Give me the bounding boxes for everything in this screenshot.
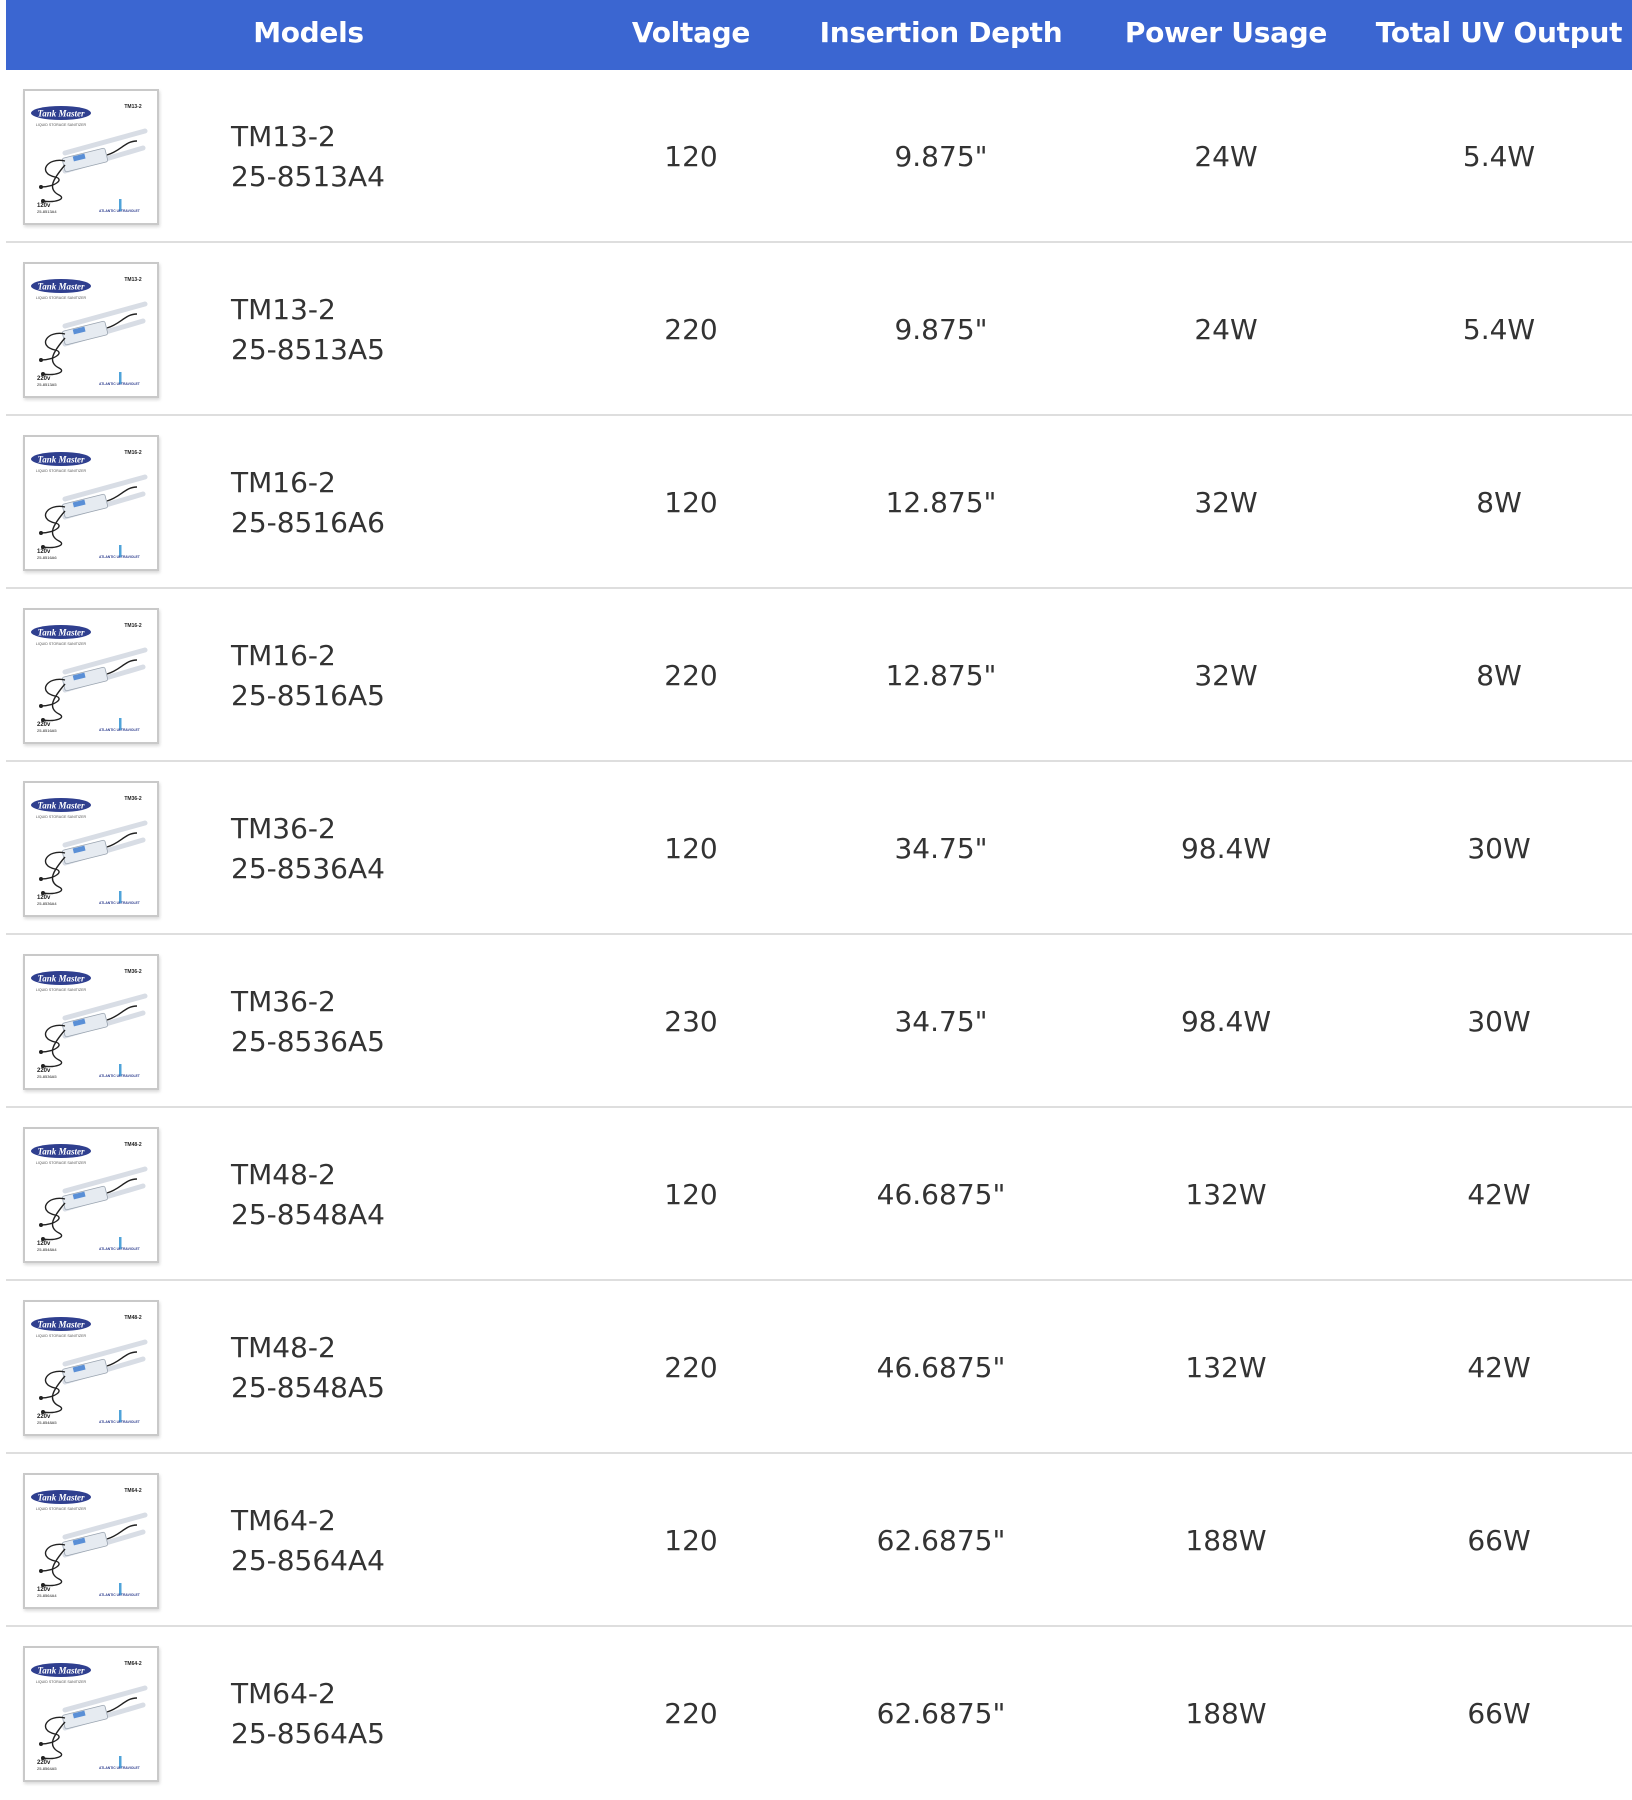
svg-text:ATLANTIC ULTRAVIOLET: ATLANTIC ULTRAVIOLET bbox=[99, 554, 140, 559]
svg-text:Tank Master: Tank Master bbox=[37, 1665, 85, 1675]
model-cell bbox=[231, 935, 471, 1108]
product-thumbnail[interactable] bbox=[23, 1646, 159, 1782]
svg-text:TM48-2: TM48-2 bbox=[124, 1314, 142, 1321]
product-thumbnail[interactable] bbox=[23, 608, 159, 744]
product-thumbnail[interactable] bbox=[23, 435, 159, 571]
power-usage-cell: 188W bbox=[1185, 1524, 1267, 1557]
power-usage-cell: 188W bbox=[1185, 1697, 1267, 1730]
model-cell bbox=[231, 1108, 471, 1281]
power-usage-cell: 24W bbox=[1194, 313, 1258, 346]
header-total-uv-output: Total UV Output bbox=[1375, 16, 1623, 49]
svg-text:220v: 220v bbox=[37, 375, 51, 382]
insertion-depth-cell: 46.6875" bbox=[876, 1178, 1006, 1211]
svg-text:Tank Master: Tank Master bbox=[37, 281, 85, 291]
product-thumbnail-cell bbox=[6, 1454, 176, 1627]
svg-text:LIQUID STORAGE SANITIZER: LIQUID STORAGE SANITIZER bbox=[35, 122, 87, 127]
total-uv-output-cell: 8W bbox=[1476, 486, 1522, 519]
product-thumbnail[interactable] bbox=[23, 1473, 159, 1609]
model-cell bbox=[231, 70, 471, 243]
table-row bbox=[6, 1108, 1632, 1281]
model-name: TM36-2 bbox=[231, 811, 336, 845]
header-power-usage: Power Usage bbox=[1124, 16, 1328, 49]
insertion-depth-cell: 34.75" bbox=[894, 832, 988, 865]
svg-text:Tank Master: Tank Master bbox=[37, 454, 85, 464]
svg-text:Tank Master: Tank Master bbox=[37, 1492, 85, 1502]
power-usage-cell: 132W bbox=[1185, 1351, 1267, 1384]
svg-text:Tank Master: Tank Master bbox=[37, 627, 85, 637]
svg-text:120v: 120v bbox=[37, 202, 51, 209]
model-name: TM16-2 bbox=[231, 638, 336, 672]
voltage-cell: 120 bbox=[664, 832, 718, 865]
part-number: 25-8548A4 bbox=[231, 1197, 385, 1231]
svg-text:LIQUID STORAGE SANITIZER: LIQUID STORAGE SANITIZER bbox=[35, 1333, 87, 1338]
part-number: 25-8564A5 bbox=[231, 1716, 385, 1750]
insertion-depth-cell: 12.875" bbox=[885, 659, 997, 692]
svg-text:25-8564A5: 25-8564A5 bbox=[37, 1765, 57, 1771]
svg-text:25-8516A6: 25-8516A6 bbox=[37, 554, 57, 560]
product-thumbnail-cell bbox=[6, 935, 176, 1108]
insertion-depth-cell: 34.75" bbox=[894, 1005, 988, 1038]
svg-text:220v: 220v bbox=[37, 1413, 51, 1420]
svg-text:Tank Master: Tank Master bbox=[37, 1319, 85, 1329]
svg-text:25-8548A4: 25-8548A4 bbox=[37, 1246, 57, 1252]
svg-text:TM13-2: TM13-2 bbox=[124, 276, 142, 283]
power-usage-cell: 98.4W bbox=[1180, 832, 1272, 865]
insertion-depth-cell: 62.6875" bbox=[876, 1697, 1006, 1730]
voltage-cell: 230 bbox=[664, 1005, 718, 1038]
product-thumbnail[interactable] bbox=[23, 781, 159, 917]
svg-text:ATLANTIC ULTRAVIOLET: ATLANTIC ULTRAVIOLET bbox=[99, 1246, 140, 1251]
voltage-cell: 220 bbox=[664, 1351, 718, 1384]
product-image bbox=[25, 1302, 157, 1434]
svg-text:25-8516A5: 25-8516A5 bbox=[37, 727, 57, 733]
table-header bbox=[6, 0, 1632, 70]
part-number: 25-8536A5 bbox=[231, 1024, 385, 1058]
svg-text:TM36-2: TM36-2 bbox=[124, 795, 142, 802]
model-cell bbox=[231, 1627, 471, 1800]
product-thumbnail[interactable] bbox=[23, 1127, 159, 1263]
svg-text:25-8513A4: 25-8513A4 bbox=[37, 208, 57, 214]
product-image bbox=[25, 610, 157, 742]
product-thumbnail[interactable] bbox=[23, 1300, 159, 1436]
power-usage-cell: 32W bbox=[1194, 486, 1258, 519]
svg-text:120v: 120v bbox=[37, 1586, 51, 1593]
product-image bbox=[25, 956, 157, 1088]
svg-text:LIQUID STORAGE SANITIZER: LIQUID STORAGE SANITIZER bbox=[35, 1679, 87, 1684]
power-usage-cell: 98.4W bbox=[1180, 1005, 1272, 1038]
product-spec-table bbox=[6, 0, 1632, 1800]
part-number: 25-8513A5 bbox=[231, 332, 385, 366]
svg-text:ATLANTIC ULTRAVIOLET: ATLANTIC ULTRAVIOLET bbox=[99, 208, 140, 213]
svg-text:ATLANTIC ULTRAVIOLET: ATLANTIC ULTRAVIOLET bbox=[99, 1073, 140, 1078]
total-uv-output-cell: 5.4W bbox=[1462, 313, 1536, 346]
table-row bbox=[6, 589, 1632, 762]
svg-text:ATLANTIC ULTRAVIOLET: ATLANTIC ULTRAVIOLET bbox=[99, 1419, 140, 1424]
total-uv-output-cell: 66W bbox=[1467, 1524, 1531, 1557]
model-cell bbox=[231, 1281, 471, 1454]
model-name: TM13-2 bbox=[231, 119, 336, 153]
insertion-depth-cell: 12.875" bbox=[885, 486, 997, 519]
power-usage-cell: 24W bbox=[1194, 140, 1258, 173]
product-thumbnail-cell bbox=[6, 1627, 176, 1800]
part-number: 25-8536A4 bbox=[231, 851, 385, 885]
voltage-cell: 120 bbox=[664, 1178, 718, 1211]
product-thumbnail-cell bbox=[6, 70, 176, 243]
model-cell bbox=[231, 1454, 471, 1627]
voltage-cell: 120 bbox=[664, 1524, 718, 1557]
svg-text:TM64-2: TM64-2 bbox=[124, 1487, 142, 1494]
model-name: TM48-2 bbox=[231, 1330, 336, 1364]
model-cell bbox=[231, 589, 471, 762]
part-number: 25-8516A5 bbox=[231, 678, 385, 712]
total-uv-output-cell: 8W bbox=[1476, 659, 1522, 692]
svg-text:25-8536A4: 25-8536A4 bbox=[37, 900, 57, 906]
table-row bbox=[6, 935, 1632, 1108]
model-name: TM64-2 bbox=[231, 1503, 336, 1537]
part-number: 25-8516A6 bbox=[231, 505, 385, 539]
total-uv-output-cell: 30W bbox=[1467, 832, 1531, 865]
svg-text:25-8536A5: 25-8536A5 bbox=[37, 1073, 57, 1079]
svg-text:25-8548A5: 25-8548A5 bbox=[37, 1419, 57, 1425]
svg-text:TM48-2: TM48-2 bbox=[124, 1141, 142, 1148]
product-thumbnail[interactable] bbox=[23, 262, 159, 398]
part-number: 25-8513A4 bbox=[231, 159, 385, 193]
insertion-depth-cell: 46.6875" bbox=[876, 1351, 1006, 1384]
insertion-depth-cell: 9.875" bbox=[894, 140, 988, 173]
svg-text:ATLANTIC ULTRAVIOLET: ATLANTIC ULTRAVIOLET bbox=[99, 1592, 140, 1597]
product-image bbox=[25, 91, 157, 223]
model-cell bbox=[231, 762, 471, 935]
model-cell bbox=[231, 243, 471, 416]
svg-text:TM16-2: TM16-2 bbox=[124, 622, 142, 629]
svg-text:220v: 220v bbox=[37, 1067, 51, 1074]
svg-text:25-8513A5: 25-8513A5 bbox=[37, 381, 57, 387]
product-image bbox=[25, 783, 157, 915]
svg-text:TM64-2: TM64-2 bbox=[124, 1660, 142, 1667]
product-thumbnail-cell bbox=[6, 243, 176, 416]
total-uv-output-cell: 42W bbox=[1467, 1351, 1531, 1384]
svg-text:LIQUID STORAGE SANITIZER: LIQUID STORAGE SANITIZER bbox=[35, 1160, 87, 1165]
table-row bbox=[6, 762, 1632, 935]
product-image bbox=[25, 437, 157, 569]
table-row bbox=[6, 1281, 1632, 1454]
product-thumbnail-cell bbox=[6, 416, 176, 589]
product-thumbnail-cell bbox=[6, 589, 176, 762]
svg-text:LIQUID STORAGE SANITIZER: LIQUID STORAGE SANITIZER bbox=[35, 1506, 87, 1511]
svg-text:LIQUID STORAGE SANITIZER: LIQUID STORAGE SANITIZER bbox=[35, 814, 87, 819]
part-number: 25-8548A5 bbox=[231, 1370, 385, 1404]
svg-text:120v: 120v bbox=[37, 894, 51, 901]
table-row bbox=[6, 1627, 1632, 1800]
product-thumbnail[interactable] bbox=[23, 89, 159, 225]
svg-text:Tank Master: Tank Master bbox=[37, 800, 85, 810]
svg-text:LIQUID STORAGE SANITIZER: LIQUID STORAGE SANITIZER bbox=[35, 295, 87, 300]
header-voltage: Voltage bbox=[631, 16, 751, 49]
voltage-cell: 220 bbox=[664, 1697, 718, 1730]
insertion-depth-cell: 9.875" bbox=[894, 313, 988, 346]
svg-text:LIQUID STORAGE SANITIZER: LIQUID STORAGE SANITIZER bbox=[35, 641, 87, 646]
part-number: 25-8564A4 bbox=[231, 1543, 385, 1577]
product-image bbox=[25, 1129, 157, 1261]
total-uv-output-cell: 30W bbox=[1467, 1005, 1531, 1038]
voltage-cell: 220 bbox=[664, 313, 718, 346]
svg-text:Tank Master: Tank Master bbox=[37, 1146, 85, 1156]
svg-text:TM36-2: TM36-2 bbox=[124, 968, 142, 975]
voltage-cell: 120 bbox=[664, 140, 718, 173]
svg-text:ATLANTIC ULTRAVIOLET: ATLANTIC ULTRAVIOLET bbox=[99, 381, 140, 386]
total-uv-output-cell: 5.4W bbox=[1462, 140, 1536, 173]
product-image bbox=[25, 264, 157, 396]
svg-text:ATLANTIC ULTRAVIOLET: ATLANTIC ULTRAVIOLET bbox=[99, 1765, 140, 1770]
total-uv-output-cell: 42W bbox=[1467, 1178, 1531, 1211]
svg-text:220v: 220v bbox=[37, 721, 51, 728]
product-thumbnail-cell bbox=[6, 1281, 176, 1454]
svg-text:25-8564A4: 25-8564A4 bbox=[37, 1592, 57, 1598]
model-name: TM16-2 bbox=[231, 465, 336, 499]
product-image bbox=[25, 1475, 157, 1607]
voltage-cell: 120 bbox=[664, 486, 718, 519]
svg-text:220v: 220v bbox=[37, 1759, 51, 1766]
header-insertion-depth: Insertion Depth bbox=[819, 16, 1063, 49]
svg-text:Tank Master: Tank Master bbox=[37, 973, 85, 983]
power-usage-cell: 132W bbox=[1185, 1178, 1267, 1211]
voltage-cell: 220 bbox=[664, 659, 718, 692]
model-name: TM13-2 bbox=[231, 292, 336, 326]
svg-text:TM13-2: TM13-2 bbox=[124, 103, 142, 110]
product-thumbnail[interactable] bbox=[23, 954, 159, 1090]
model-name: TM36-2 bbox=[231, 984, 336, 1018]
table-row bbox=[6, 1454, 1632, 1627]
svg-text:LIQUID STORAGE SANITIZER: LIQUID STORAGE SANITIZER bbox=[35, 468, 87, 473]
power-usage-cell: 32W bbox=[1194, 659, 1258, 692]
product-thumbnail-cell bbox=[6, 1108, 176, 1281]
product-image bbox=[25, 1648, 157, 1780]
insertion-depth-cell: 62.6875" bbox=[876, 1524, 1006, 1557]
header-models: Models bbox=[253, 16, 364, 49]
svg-text:ATLANTIC ULTRAVIOLET: ATLANTIC ULTRAVIOLET bbox=[99, 727, 140, 732]
svg-text:120v: 120v bbox=[37, 1240, 51, 1247]
total-uv-output-cell: 66W bbox=[1467, 1697, 1531, 1730]
table-row bbox=[6, 243, 1632, 416]
model-name: TM48-2 bbox=[231, 1157, 336, 1191]
table-body bbox=[6, 70, 1632, 1800]
svg-text:TM16-2: TM16-2 bbox=[124, 449, 142, 456]
table-row bbox=[6, 416, 1632, 589]
svg-text:Tank Master: Tank Master bbox=[37, 108, 85, 118]
model-cell bbox=[231, 416, 471, 589]
svg-text:120v: 120v bbox=[37, 548, 51, 555]
model-name: TM64-2 bbox=[231, 1676, 336, 1710]
svg-text:LIQUID STORAGE SANITIZER: LIQUID STORAGE SANITIZER bbox=[35, 987, 87, 992]
product-thumbnail-cell bbox=[6, 762, 176, 935]
svg-text:ATLANTIC ULTRAVIOLET: ATLANTIC ULTRAVIOLET bbox=[99, 900, 140, 905]
table-row bbox=[6, 70, 1632, 243]
